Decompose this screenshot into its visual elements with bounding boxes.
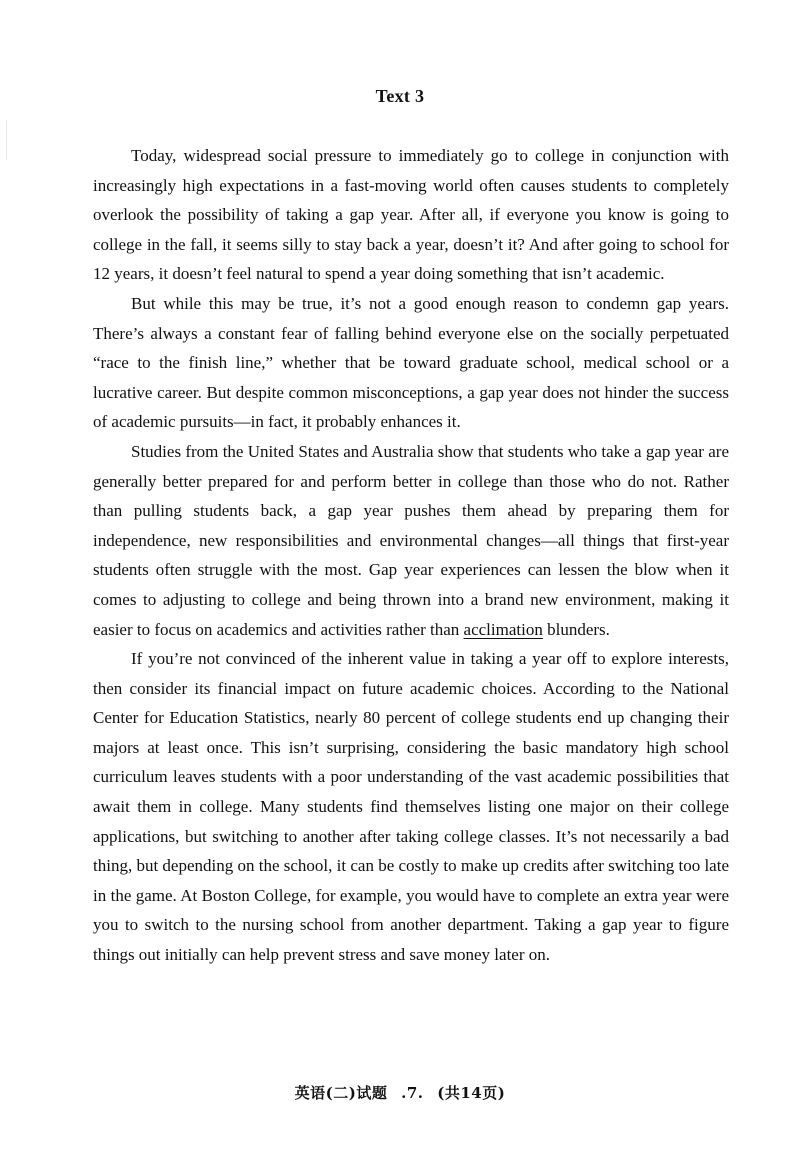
paragraph-2: But while this may be true, it’s not a good enough reason to condemn gap years. There’s always a constant fear of falling behind everyone else on the socially perpetuated “race to the finish line,” whether that be toward graduate school, medical school or a lucrative career. But despite common misconceptions, a gap year does not hinder the success of academic pursuits—in fact, it probably enhances it. <box>93 293 729 432</box>
paragraph-3-text-before: Studies from the United States and Australia show that students who take a gap year are generally better prepared for and perform better in college than those who do not. Rather than pulling students back, a gap year pushes them ahead by preparing them for independence, new responsibilities and environmental changes—all things that first-year students often struggle with the most. Gap year experiences can lessen the blow when it comes to adjusting to college and being thrown into a brand new environment, making it easier to focus on academics and activities rather than <box>93 441 729 639</box>
page-title: Text 3 <box>375 86 425 106</box>
paragraph-3-text-after: blunders. <box>542 619 610 639</box>
underlined-word-acclimation: acclimation <box>463 619 543 639</box>
scan-edge-mark <box>6 120 7 160</box>
page-footer <box>0 1082 800 1103</box>
paragraph-4: If you’re not convinced of the inherent value in taking a year off to explore interests, then consider its financial impact on future academic choices. According to the National Center for Education Statistics, nearly 80 percent of college students end up changing their majors at least once. This isn’t surprising, considering the basic mandatory high school curriculum leaves students with a poor understanding of the vast academic possibilities that await them in college. Many students find themselves listing one major on their college applications, but switching to another after taking college classes. It’s not necessarily a bad thing, but depending on the school, it can be costly to make up credits after switching too late in the game. At Boston College, for example, you would have to complete an extra year were you to switch to the nursing school from another department. Taking a gap year to figure things out initially can help prevent stress and save money later on. <box>93 649 729 965</box>
paragraph-3 <box>93 437 729 644</box>
passage-body <box>93 141 729 970</box>
footer-total-pages: (共14页) <box>437 1084 506 1102</box>
footer-exam-name: 英语(二)试题 <box>294 1084 388 1102</box>
footer-page-number: .7. <box>401 1084 424 1102</box>
paragraph-1: Today, widespread social pressure to immediately go to college in conjunction with increasingly high expectations in a fast-moving world often causes students to completely overlook the possibility of taking a gap year. After all, if everyone you know is going to college in the fall, it seems silly to stay back a year, doesn’t it? And after going to school for 12 years, it doesn’t feel natural to spend a year doing something that isn’t academic. <box>93 146 729 284</box>
